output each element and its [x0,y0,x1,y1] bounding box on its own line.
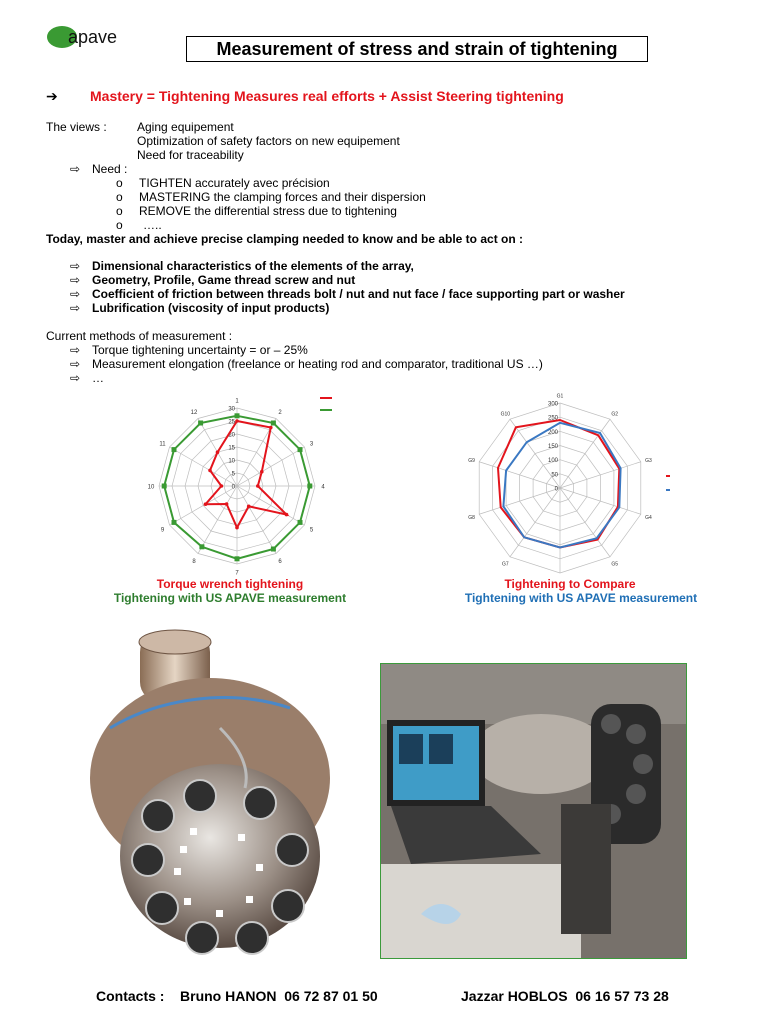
chart1-caption-1: Torque wrench tightening [156,577,304,591]
radar-point [172,447,177,452]
hollow-arrow-icon: ⇨ [70,259,81,273]
today-statement: Today, master and achieve precise clamping needed to know and be able to act on : [46,232,524,246]
radar-series-line [206,421,287,528]
radar-point [204,502,208,506]
radar-tick-label: 100 [547,458,558,465]
radar-tick-label: 250 [547,415,558,422]
radar-tick-label: 15 [228,445,235,452]
need-item: REMOVE the differential stress due to tightening [139,204,397,218]
radar-tick-label: 200 [547,429,558,436]
act-on-item: Lubrification (viscosity of input products) [92,301,330,315]
radar-tick-label: 10 [228,458,235,465]
radar-point [235,526,239,530]
radar-category-label: 1 [235,398,239,405]
act-on-item: Geometry, Profile, Game thread screw and nut [92,273,356,287]
radar-category-label: 2 [278,410,282,416]
radar-category-label: 5 [309,527,314,534]
radar-point [235,413,240,418]
methods-item: … [92,371,104,385]
methods-item: Torque tightening uncertainty = or – 25% [92,343,308,357]
headline: Mastery = Tightening Measures real efforts + Assist Steering tightening [90,88,564,104]
radar-category-label: 4 [321,484,325,491]
radar-tick-label: 25 [228,419,235,426]
act-on-item: Coefficient of friction between threads bolt / nut and nut face / face supporting part or washer [92,287,625,301]
chart2-caption-1: Tightening to Compare [504,577,636,591]
radar-point [235,556,240,561]
radar-point [271,421,276,426]
apave-logo [46,22,146,52]
laptop-setup-illustration [381,664,686,958]
bullet-o-icon: o [116,204,123,218]
radar-category-label: G3 [645,457,652,464]
contacts-line [96,988,378,1004]
laptop-setup-photo [380,663,687,959]
radar-point [198,421,203,426]
chart1-caption-2: Tightening with US APAVE measurement [113,591,347,605]
radar-category-label: G5 [611,561,619,568]
methods-item: Measurement elongation (freelance or heating rod and comparator, traditional US …) [92,357,543,371]
flange-illustration [70,628,350,976]
radar-category-label: G1 [556,393,564,400]
views-label: The views : [46,120,107,134]
radar-tick-label: 5 [231,471,235,478]
contact-phone-1: 06 72 87 01 50 [284,988,378,1004]
radar-category-label: G2 [611,411,619,418]
hollow-arrow-icon: ⇨ [70,371,81,385]
radar-point [298,447,303,452]
radar-point [307,484,312,489]
hollow-arrow-icon: ⇨ [70,343,81,357]
radar-category-label: G7 [501,561,509,568]
radar-spoke [169,447,237,486]
radar-spoke [510,488,560,557]
radar-point [208,469,212,473]
radar-point [225,502,229,506]
contact-name-1: Bruno HANON [180,988,277,1004]
radar-category-label: 11 [159,441,166,448]
apave-logo-graphic [46,22,146,52]
radar-category-label: G9 [468,457,475,464]
radar-category-label: 9 [160,527,165,534]
radar-point [216,450,220,454]
arrow-right-icon: ➔ [46,88,58,104]
radar-tick-label: 50 [551,472,558,479]
radar-spoke [237,447,305,486]
radar-tick-label: 300 [547,401,558,408]
radar-category-label: 3 [309,441,314,448]
radar-tick-label: 150 [547,444,558,450]
radar-series-line [498,420,619,548]
radar-point [172,520,177,525]
need-item: MASTERING the clamping forces and their dispersion [139,190,426,204]
page-title: Measurement of stress and strain of tightening [186,36,648,62]
need-item: ….. [143,218,162,232]
radar-point [298,520,303,525]
act-on-item: Dimensional characteristics of the elements of the array, [92,259,414,273]
bullet-o-icon: o [116,190,123,204]
radar-point [162,484,167,489]
radar-tick-label: 30 [228,406,235,413]
radar-point [260,470,264,474]
methods-label: Current methods of measurement : [46,329,233,343]
radar-tick-label: 20 [228,432,235,439]
need-label: Need : [92,162,128,176]
bullet-o-icon: o [116,176,123,190]
radar-category-label: G4 [645,515,652,522]
hollow-arrow-icon: ⇨ [70,301,81,315]
chart2-caption-2: Tightening with US APAVE measurement [464,591,698,605]
bullet-o-icon: o [116,218,123,232]
logo-text: apave [68,27,118,47]
contacts-line-2 [461,988,669,1004]
radar-point [199,544,204,549]
radar-category-label: 12 [190,410,198,416]
radar-category-label: G8 [468,515,475,522]
radar-point [256,484,260,488]
radar-point [247,505,251,509]
radar-category-label: 6 [278,559,282,565]
radar-chart-compare [464,388,674,578]
need-item: TIGHTEN accurately avec précision [139,176,330,190]
hollow-arrow-icon: ⇨ [70,162,81,176]
radar-point [285,513,289,517]
views-item: Aging equipement [137,120,234,134]
radar-category-label: 8 [192,559,196,565]
hollow-arrow-icon: ⇨ [70,357,81,371]
hollow-arrow-icon: ⇨ [70,273,81,287]
contact-phone-2: 06 16 57 73 28 [575,988,669,1004]
radar-spoke [198,486,237,554]
views-item: Optimization of safety factors on new equipement [137,134,400,148]
radar-spoke [237,486,276,554]
contact-name-2: Jazzar HOBLOS [461,988,568,1004]
radar-point [220,484,224,488]
radar-category-label: 10 [147,484,155,491]
hollow-arrow-icon: ⇨ [70,287,81,301]
radar-tick-label: 0 [231,484,235,491]
pipe-opening [139,630,211,654]
radar-point [235,419,239,423]
radar-category-label: G10 [500,411,511,418]
radar-chart-torque [136,390,338,578]
radar-point [271,547,276,552]
radar-point [269,426,273,430]
views-item: Need for traceability [137,148,244,162]
flange-bolts-photo [70,628,350,976]
radar-tick-label: 0 [554,486,558,493]
radar-category-label: 7 [235,570,239,577]
contacts-label: Contacts : [96,988,165,1004]
